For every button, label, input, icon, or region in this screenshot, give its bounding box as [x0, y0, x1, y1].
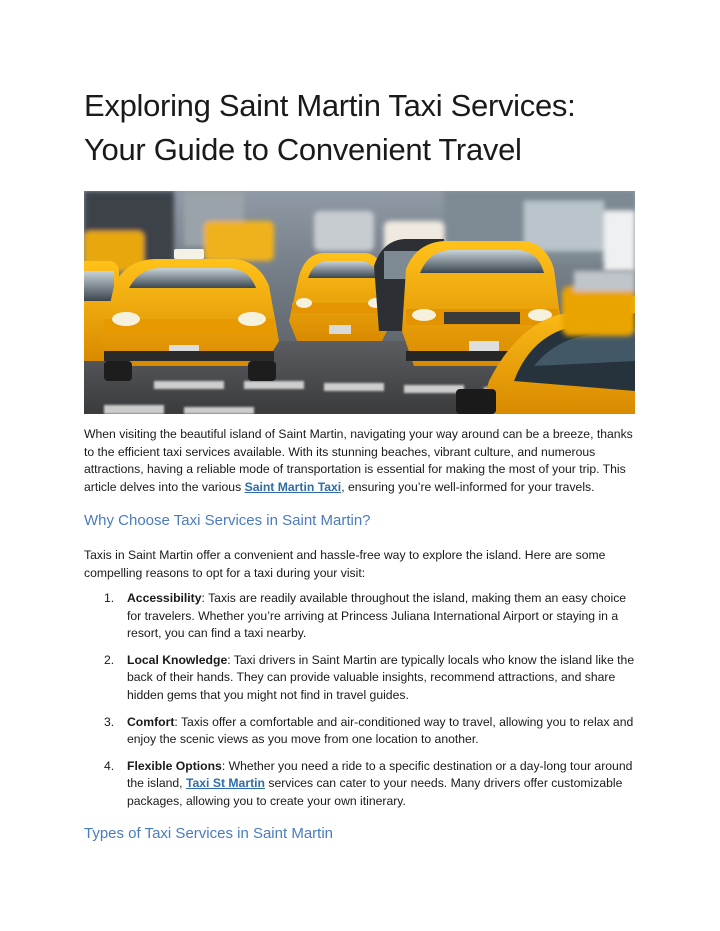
document-title: Exploring Saint Martin Taxi Services: Your Guide to Convenient Travel: [84, 88, 576, 167]
list-item-text: : Taxi drivers in Saint Martin are typically locals who know the island like the back of their hands. They can provide valuable insights, recommend attractions, and share hidden gems that you might not find in travel guides.: [127, 652, 635, 702]
list-item-term: Comfort: [127, 714, 175, 729]
list-item-number: 3.: [104, 714, 115, 729]
list-item-text: : Taxis offer a comfortable and air-conditioned way to travel, allowing you to relax and enjoy the scenic views as you move from one location to another.: [127, 714, 634, 747]
list-item-term: Accessibility: [127, 591, 202, 605]
intro-text-after-link: , ensuring you’re well-informed for your travels.: [341, 479, 595, 494]
list-item-term: Flexible Options: [127, 758, 222, 773]
taxi-st-martin-link[interactable]: Taxi St Martin: [185, 776, 265, 791]
list-item-text-before-link: : Whether you need a ride to a specific destination or a day-long tour around the island,: [127, 758, 633, 791]
section-heading-why-choose: Why Choose Taxi Services in Saint Martin?: [84, 512, 371, 529]
list-item: [84, 714, 640, 749]
list-item: [84, 652, 640, 705]
section-heading-types: Types of Taxi Services in Saint Martin: [84, 825, 333, 842]
list-item: [84, 758, 640, 811]
list-item-text: : Taxis are readily available throughout the island, making them an easy choice for travelers. Whether you’re arriving at Princess Juliana International Airport or staying in a resort, you can find a taxi nearby.: [127, 591, 627, 641]
section-lead-paragraph: Taxis in Saint Martin offer a convenient and hassle-free way to explore the island. Here are some compelling reasons to opt for a taxi during your visit:: [84, 548, 606, 580]
saint-martin-taxi-link[interactable]: Saint Martin Taxi: [244, 479, 342, 494]
intro-paragraph: [84, 426, 640, 496]
intro-text-before-link: When visiting the beautiful island of Saint Martin, navigating your way around can be a breeze, thanks to the efficient taxi services available. With its stunning beaches, vibrant culture, and numerous attractions, having a reliable mode of transportation is essential for making the most of your trip. This article delves into the various: [84, 427, 633, 494]
reasons-list: [84, 590, 640, 820]
list-item-number: 2.: [104, 652, 115, 667]
list-item-text-after-link: services can cater to your needs. Many drivers offer customizable packages, allowing you to create your own itinerary.: [127, 776, 623, 808]
list-item-term: Local Knowledge: [127, 652, 228, 667]
list-item: [84, 590, 640, 643]
list-item-number: 1.: [104, 591, 115, 605]
list-item-number: 4.: [104, 758, 115, 773]
taxi-street-illustration: [84, 191, 635, 414]
taxi-photo: [84, 191, 635, 414]
